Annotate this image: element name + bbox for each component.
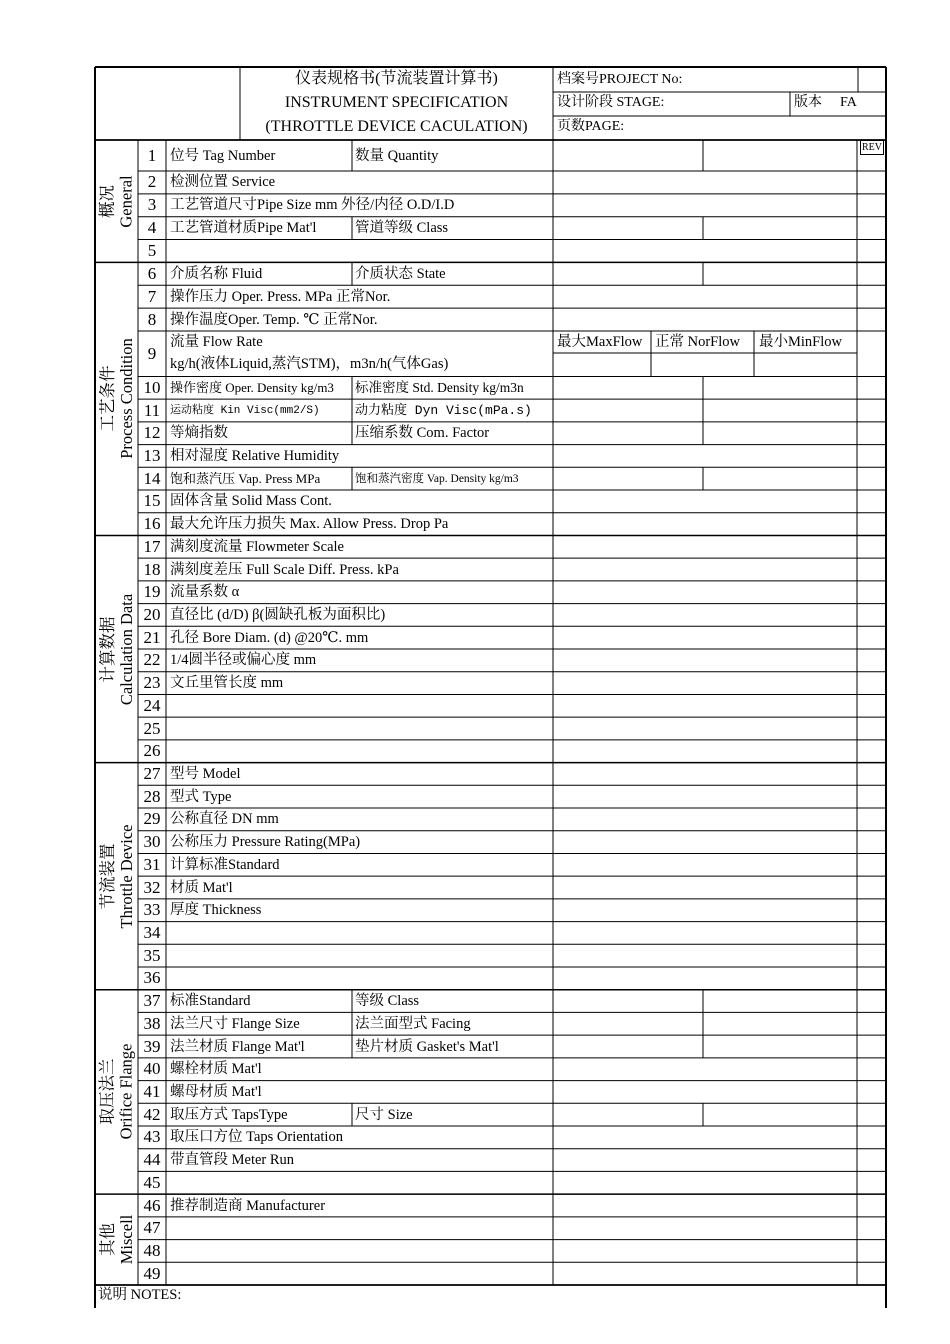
row-label: 操作密度 Oper. Density kg/m3 (170, 379, 334, 395)
row-sublabel: 垫片材质 Gasket's Mat'l (355, 1038, 499, 1055)
row-label: 推荐制造商 Manufacturer (170, 1197, 326, 1214)
row-label-line2: kg/h(液体Liquid,蒸汽STM)，m3n/h(气体Gas) (170, 355, 449, 372)
row-label: 材质 Mat'l (170, 879, 233, 896)
row-label: 相对湿度 Relative Humidity (170, 447, 340, 464)
row-number: 19 (143, 582, 161, 602)
row-label: 等熵指数 (170, 425, 228, 442)
row-label: 流量系数 α (170, 584, 240, 601)
row-number: 26 (143, 741, 161, 761)
row-sublabel: 管道等级 Class (355, 220, 449, 237)
row-number: 37 (143, 991, 161, 1011)
section-label-en: Calculation Data (116, 593, 136, 705)
row-sublabel: 等级 Class (355, 993, 420, 1010)
row-label: 法兰材质 Flange Mat'l (170, 1038, 305, 1055)
version-label: 版本 (794, 95, 822, 110)
section-label-cn: 其他 (97, 1223, 117, 1257)
section-label-cn: 取压法兰 (97, 1058, 117, 1125)
row-number: 42 (143, 1104, 161, 1124)
section-label-en: General (116, 175, 136, 228)
row-sublabel: 法兰面型式 Facing (355, 1015, 471, 1032)
section-label (95, 535, 138, 762)
flow-header-f2: 正常 NorFlow (655, 333, 740, 350)
row-label: 螺栓材质 Mat'l (170, 1061, 262, 1078)
page-label: 页数PAGE: (557, 119, 625, 134)
row-number: 7 (147, 286, 157, 306)
row-number: 38 (143, 1013, 161, 1033)
row-sublabel: 标准密度 Std. Density kg/m3n (355, 379, 524, 395)
row-number: 47 (143, 1218, 161, 1238)
row-number: 46 (143, 1195, 161, 1215)
row-label: 流量 Flow Rate (170, 333, 263, 350)
row-number: 34 (143, 922, 161, 942)
row-label: 标准Standard (170, 993, 251, 1010)
row-number: 8 (147, 309, 157, 329)
row-number: 11 (143, 400, 161, 420)
section-label-en: Process Condition (116, 338, 136, 460)
row-label: 饱和蒸汽压 Vap. Press MPa (170, 470, 321, 486)
row-label: 厚度 Thickness (170, 902, 262, 919)
row-number: 25 (143, 718, 161, 738)
row-label: 位号 Tag Number (170, 147, 276, 164)
flow-header-f1: 最大MaxFlow (557, 333, 643, 350)
row-label: 操作温度Oper. Temp. ℃ 正常Nor. (170, 311, 378, 328)
section-label (95, 140, 138, 262)
row-label: 型式 Type (170, 788, 232, 805)
row-label: 满刻度流量 Flowmeter Scale (170, 538, 344, 555)
row-label: 文丘里管长度 mm (170, 675, 284, 692)
section-label (95, 763, 138, 990)
row-label: 操作压力 Oper. Press. MPa 正常Nor. (170, 288, 391, 305)
row-number: 40 (143, 1059, 161, 1079)
row-number: 2 (147, 172, 157, 192)
section-label (95, 1194, 138, 1285)
row-label: 取压方式 TapsType (170, 1106, 288, 1123)
row-sublabel: 数量 Quantity (355, 147, 439, 164)
row-number: 29 (143, 809, 161, 829)
row-label: 工艺管道尺寸Pipe Size mm 外径/内径 O.D/I.D (170, 197, 455, 214)
row-number: 18 (143, 559, 161, 579)
flow-header-f3: 最小MinFlow (759, 333, 842, 350)
row-sublabel: 饱和蒸汽密度 Vap. Density kg/m3 (355, 472, 519, 485)
rev-label: REV (862, 142, 882, 153)
row-number: 43 (143, 1127, 161, 1147)
section-label-en: Miscell (116, 1214, 136, 1265)
row-number: 16 (143, 514, 161, 534)
row-number: 23 (143, 673, 161, 693)
row-number: 41 (143, 1081, 161, 1101)
section-label-en: Orifice Flange (116, 1044, 136, 1140)
row-number: 33 (143, 900, 161, 920)
row-number: 30 (143, 832, 161, 852)
row-label: 带直管段 Meter Run (170, 1152, 295, 1169)
project-no-label: 档案号PROJECT No: (557, 72, 683, 87)
row-label: 1/4圆半径或偏心度 mm (170, 652, 317, 669)
row-label: 满刻度差压 Full Scale Diff. Press. kPa (170, 561, 399, 578)
row-number: 48 (143, 1240, 161, 1260)
section-label-cn: 概况 (97, 184, 117, 218)
row-number: 27 (143, 763, 161, 783)
version-value: FA (840, 95, 857, 110)
row-label: 工艺管道材质Pipe Mat'l (170, 220, 317, 237)
row-label: 检测位置 Service (170, 174, 276, 191)
row-label: 法兰尺寸 Flange Size (170, 1015, 300, 1032)
section-label-cn: 计算数据 (97, 616, 117, 682)
row-number: 22 (143, 650, 161, 670)
row-sublabel: 尺寸 Size (355, 1106, 413, 1123)
row-number: 1 (147, 145, 157, 165)
row-number: 45 (143, 1172, 161, 1192)
row-number: 3 (147, 195, 157, 215)
row-number: 44 (143, 1150, 161, 1170)
stage-label: 设计阶段 STAGE: (557, 95, 665, 110)
row-number: 39 (143, 1036, 161, 1056)
row-number: 12 (143, 423, 161, 443)
section-label-en: Throttle Device (116, 824, 136, 929)
section-label-cn: 工艺条件 (97, 365, 117, 432)
row-number: 20 (143, 604, 161, 624)
row-label: 计算标准Standard (170, 856, 280, 873)
row-number: 9 (147, 343, 157, 363)
section-label (95, 262, 138, 535)
row-sublabel: 压缩系数 Com. Factor (355, 425, 490, 442)
title-en-line1: INSTRUMENT SPECIFICATION (284, 94, 509, 111)
row-number: 13 (143, 445, 161, 465)
row-number: 24 (143, 695, 161, 715)
title-cn: 仪表规格书(节流装置计算书) (295, 70, 498, 87)
row-label: 取压口方位 Taps Orientation (170, 1129, 343, 1146)
row-number: 32 (143, 877, 161, 897)
row-label: 型号 Model (170, 765, 241, 782)
row-number: 35 (143, 945, 161, 965)
row-number: 49 (143, 1263, 161, 1283)
row-number: 21 (143, 627, 161, 647)
title-en-line2: (THROTTLE DEVICE CACULATION) (265, 118, 528, 135)
row-label: 介质名称 Fluid (170, 265, 263, 282)
row-label: 公称直径 DN mm (170, 811, 279, 828)
row-number: 5 (147, 240, 157, 260)
row-number: 15 (143, 491, 161, 511)
section-label (95, 990, 138, 1194)
row-number: 10 (143, 377, 161, 397)
row-number: 6 (147, 263, 157, 283)
row-label: 孔径 Bore Diam. (d) @20℃. mm (170, 629, 369, 646)
row-number: 17 (143, 536, 161, 556)
row-label: 公称压力 Pressure Rating(MPa) (170, 834, 361, 851)
notes-label: 说明 NOTES: (98, 1287, 182, 1303)
row-sublabel: 介质状态 State (355, 265, 446, 282)
section-label-cn: 节流装置 (97, 843, 117, 910)
row-label: 运动粘度 Kin Visc(mm2/S) (170, 404, 320, 417)
row-label: 直径比 (d/D) β(圆缺孔板为面积比) (170, 606, 386, 623)
row-number: 14 (143, 468, 161, 488)
row-number: 36 (143, 968, 161, 988)
row-sublabel: 动力粘度 Dyn Visc(mPa.s) (355, 402, 532, 418)
row-number: 28 (143, 786, 161, 806)
row-label: 螺母材质 Mat'l (170, 1083, 262, 1100)
row-label: 固体含量 Solid Mass Cont. (170, 493, 332, 510)
row-label: 最大允许压力损失 Max. Allow Press. Drop Pa (170, 516, 449, 533)
row-number: 31 (143, 854, 161, 874)
row-number: 4 (147, 218, 157, 238)
